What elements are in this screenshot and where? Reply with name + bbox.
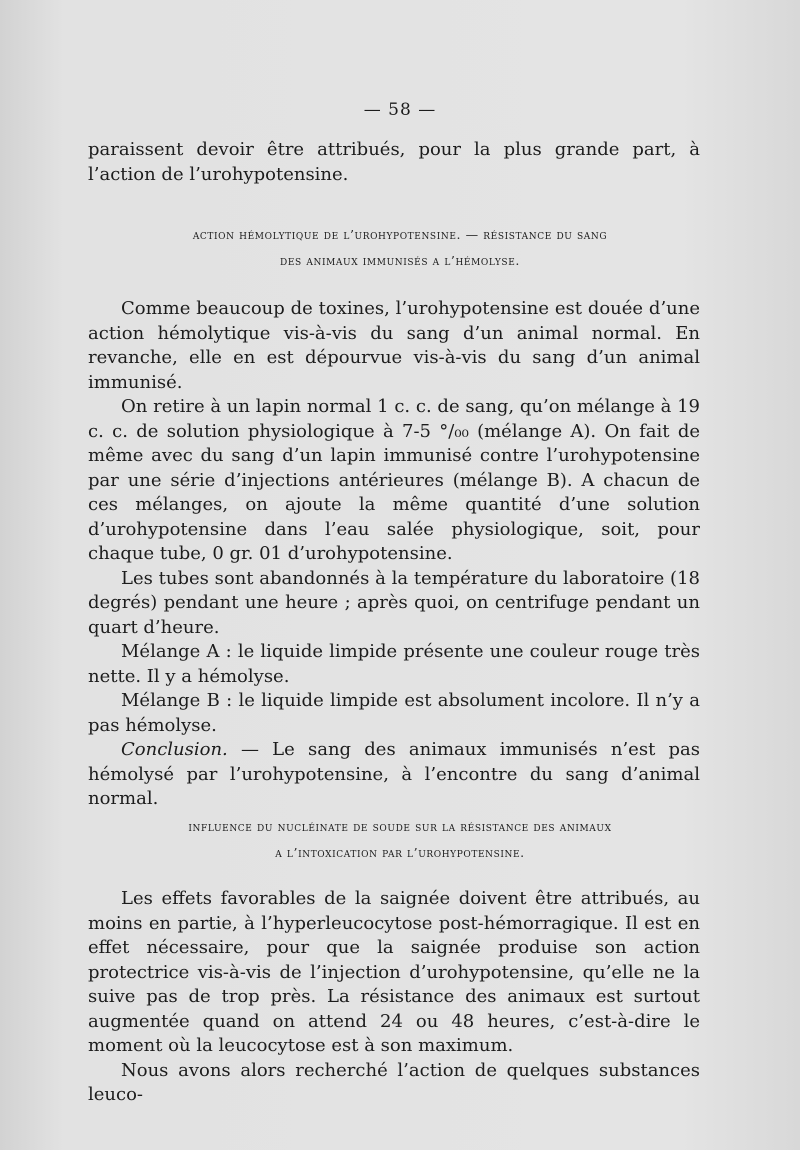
section-heading-nucleinate xyxy=(100,814,700,866)
paragraph: Mélange B : le liquide limpide est absolument incolore. Il n’y a pas hémolyse. xyxy=(88,690,700,736)
paragraph: Nous avons alors recherché l’action de quelques substances leuco- xyxy=(88,1059,700,1105)
intro-paragraph: paraissent devoir être attribués, pour la plus grande part, à l’action de l’urohypotensine. xyxy=(88,139,700,185)
section-heading-line: des animaux immunisés a l’hémolyse. xyxy=(280,253,520,268)
section-heading-line: a l’intoxication par l’urohypotensine. xyxy=(275,845,525,860)
page-number: — 58 — xyxy=(363,100,437,120)
section-heading-line: action hémolytique de l’urohypotensine. — résistance du sang xyxy=(192,227,608,242)
section-hemolytic-body xyxy=(88,297,700,812)
conclusion-text: — Le sang des animaux immunisés n’est pas hémolysé par l’urohypotensine, à l’encontre du sang d’animal normal. xyxy=(88,739,700,809)
paragraph: Les effets favorables de la saignée doivent être attribués, au moins en partie, à l’hyperleucocytose post-hémorragique. Il est en effet nécessaire, pour que la saignée produise son action protectrice vis-à-vis de l’injection d’urohypotensine, qu’elle ne la suive pas de trop près. La résistance des animaux est surtout augmentée quand on attend 24 ou 48 heures, c’est-à-dire le moment où la leucocytose est à son maximum. xyxy=(88,888,700,1056)
section-nucleinate-body xyxy=(88,887,700,1108)
paragraph: Comme beaucoup de toxines, l’urohypotensine est douée d’une action hémolytique vis-à-vis du sang d’un animal normal. En revanche, elle en est dépourvue vis-à-vis du sang d’un animal immunisé. xyxy=(88,298,700,393)
section-heading-hemolytic-action xyxy=(100,222,700,274)
conclusion-paragraph xyxy=(88,738,700,812)
intro-paragraph-block xyxy=(88,138,700,187)
section-heading-line: influence du nucléinate de soude sur la résistance des animaux xyxy=(188,819,612,834)
conclusion-label: Conclusion. xyxy=(121,739,228,760)
paragraph: On retire à un lapin normal 1 c. c. de sang, qu’on mélange à 19 c. c. de solution physiologique à 7-5 °/₀₀ (mélange A). On fait de même avec du sang d’un lapin immunisé contre l’urohypotensine par une série d’injections antérieures (mélange B). A chacun de ces mélanges, on ajoute la même quantité d’une solution d’urohypotensine dans l’eau salée physiologique, soit, pour chaque tube, 0 gr. 01 d’urohypotensine. xyxy=(88,396,700,564)
paragraph: Mélange A : le liquide limpide présente une couleur rouge très nette. Il y a hémolyse. xyxy=(88,641,700,687)
paragraph: Les tubes sont abandonnés à la température du laboratoire (18 degrés) pendant une heure ; après quoi, on centrifuge pendant un quart d’heure. xyxy=(88,567,700,638)
